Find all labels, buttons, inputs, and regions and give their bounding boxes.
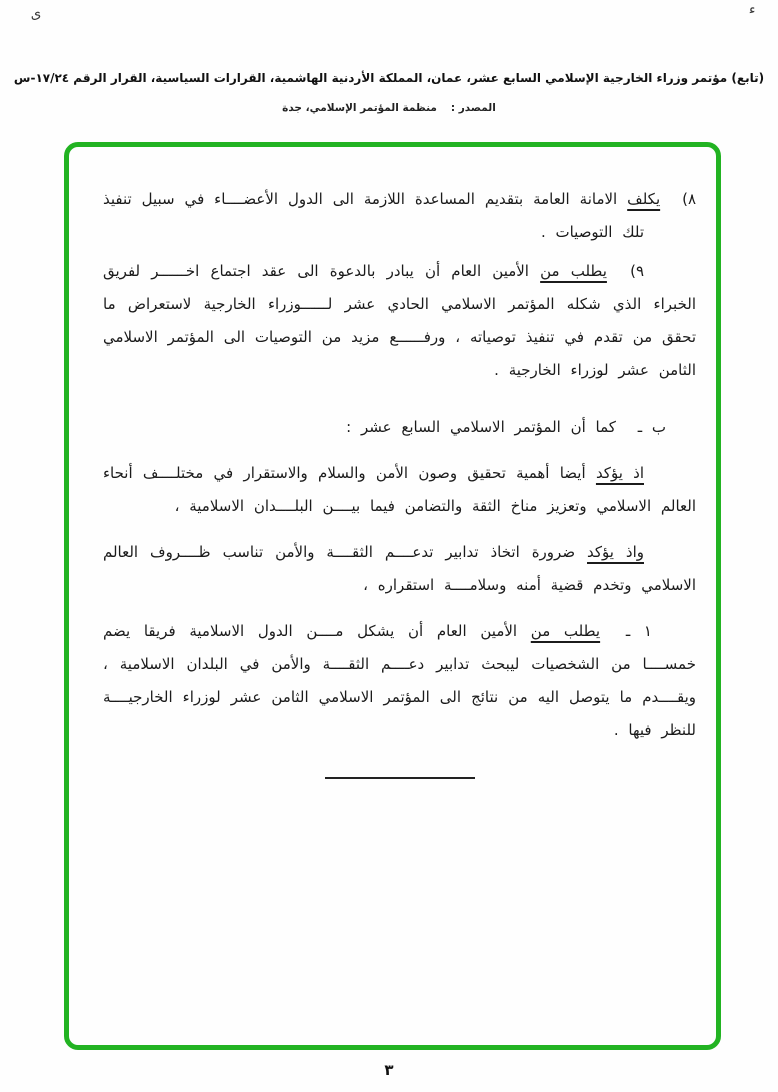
source-line: [0, 102, 778, 114]
section-b-text: كما أن المؤتمر الاسلامي السابع عشر :: [346, 418, 616, 436]
clause-9-text: الأمين العام أن يبادر بالدعوة الى عقد اجتماع اخــــــر لفريق الخبراء الذي شكله المؤتمر الاسلامي الحادي عشر لــــــوزراء الخارجية لاستعراض ما تحقق من تقدم في تنفيذ توصياته ، ورفــــــع مزيد من التوصيات الى المؤتمر الاسلامي الثامن عشر لوزراء الخارجية .: [103, 262, 696, 379]
closing-rule: [325, 777, 475, 779]
highlight-frame: [64, 142, 721, 1050]
clause-1-lead: يطلب من: [530, 622, 601, 640]
section-b-heading: [103, 411, 696, 444]
clause-9: [103, 255, 696, 387]
section-b-marker: ب ـ: [637, 418, 666, 436]
recital-1-text: أيضا أهمية تحقيق وصون الأمن والسلام والاستقرار في مختلــــف أنحاء العالم الاسلامي وتعزيز مناخ الثقة والتضامن فيما بيــــن البلــــدان الاسلامية ،: [103, 464, 696, 515]
clause-8-number: ٨): [682, 190, 696, 208]
document-body: [69, 147, 716, 779]
recital-affirm-2: [103, 536, 696, 602]
clause-8-lead: يكلف: [627, 190, 661, 208]
recital-affirm-1: [103, 457, 696, 523]
pen-mark-right: ء: [748, 1, 758, 19]
source-value: منظمة المؤتمر الإسلامي، جدة: [282, 102, 437, 114]
clause-9-number: ٩): [630, 262, 644, 280]
clause-1-number: ١ ـ: [625, 622, 652, 640]
clause-9-lead: يطلب من: [540, 262, 607, 280]
recital-1-lead: اذ يؤكد: [595, 464, 644, 482]
pen-mark-left: ى: [28, 5, 43, 23]
clause-1: [103, 615, 696, 747]
source-label: المصدر :: [450, 102, 496, 114]
clause-8: [103, 183, 696, 249]
clause-8-text: الامانة العامة بتقديم المساعدة اللازمة الى الدول الأعضــــاء في سبيل تنفيذ تلك التوصيات .: [103, 190, 644, 241]
page-number: ٣: [384, 1061, 394, 1079]
clause-1-text: الأمين العام أن يشكل مــــن الدول الاسلامية فريقا يضم خمســــا من الشخصيات ليبحث تدابير دعــــم الثقــــة والأمن في البلدان الاسلامية ، ويقــــدم ما يتوصل اليه من نتائج الى المؤتمر الاسلامي الثامن عشر لوزراء الخارجيــــة للنظر فيها .: [103, 622, 696, 739]
recital-2-text: ضرورة اتخاذ تدابير تدعــــم الثقــــة والأمن تناسب ظــــروف العالم الاسلامي وتخدم قضية أمنه وسلامــــة استقراره ،: [103, 543, 696, 594]
document-header-title: (تابع) مؤتمر وزراء الخارجية الإسلامي السابع عشر، عمان، المملكة الأردنية الهاشمية، القرارات السياسية، القرار الرقم ١٧/٢٤-س: [13, 71, 765, 85]
recital-2-lead: واذ يؤكد: [587, 543, 644, 561]
